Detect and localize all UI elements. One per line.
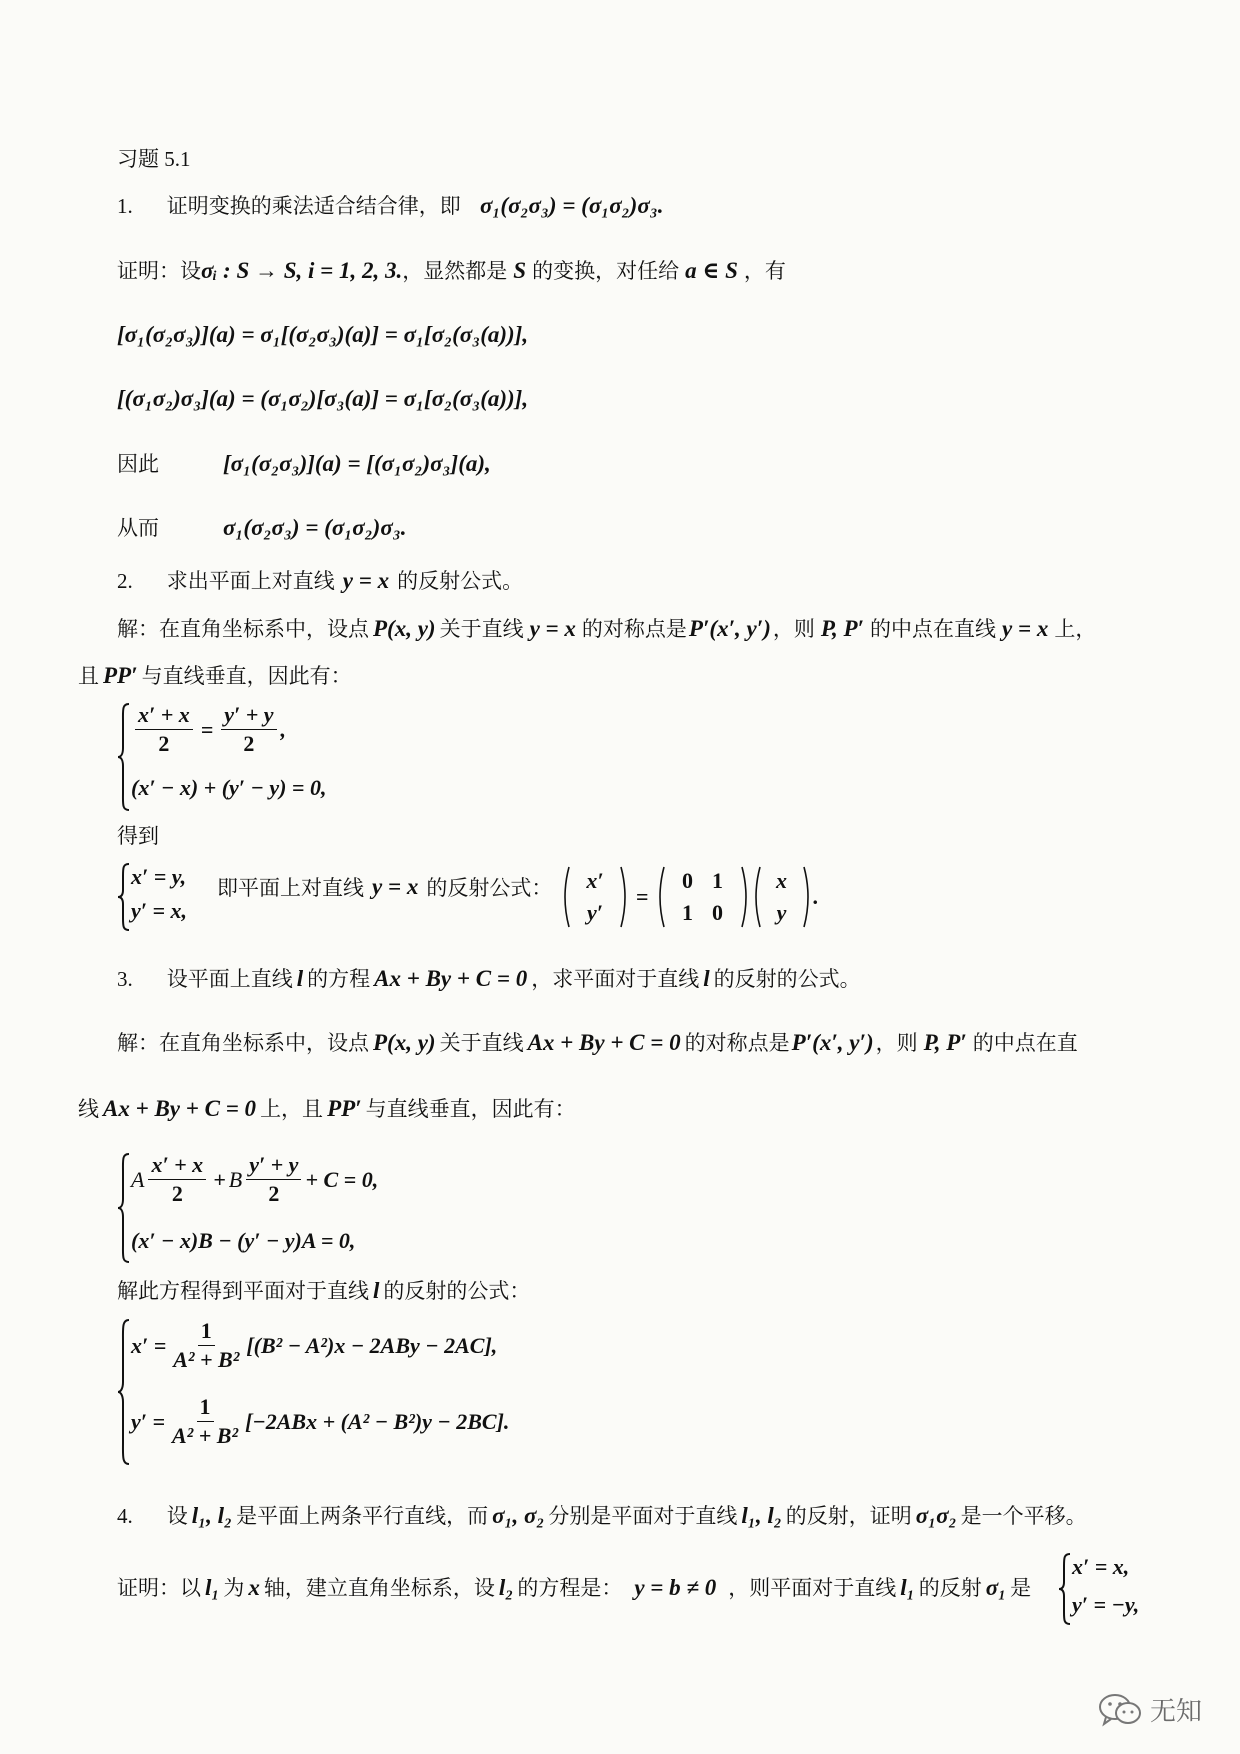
text: 的反射，证明 xyxy=(785,1504,912,1528)
vector-entry: y xyxy=(776,900,787,925)
text: 证明：设 xyxy=(117,259,201,283)
problem-3-solve-line xyxy=(117,1275,530,1305)
formula: l₁, l₂ xyxy=(741,1503,782,1528)
formula: l xyxy=(703,966,710,991)
system-row xyxy=(131,1318,497,1373)
left-brace-icon xyxy=(117,862,131,932)
text: 解此方程得到平面对于直线 xyxy=(117,1279,369,1303)
text: ，求平面对于直线 xyxy=(531,967,700,991)
formula: l₁ xyxy=(900,1575,915,1600)
text: ，则 xyxy=(772,617,815,641)
formula: σ₁σ₂ xyxy=(915,1503,957,1528)
left-paren-icon xyxy=(560,866,570,928)
left-brace-icon xyxy=(1058,1552,1072,1626)
formula: l₁ xyxy=(205,1575,220,1600)
text: 的中点在直 xyxy=(972,1031,1078,1055)
right-paren-icon xyxy=(741,866,751,928)
text: 的对称点是 xyxy=(684,1031,790,1055)
formula: P(x, y) xyxy=(373,616,436,641)
equation-line-2: [(σ₁σ₂)σ₃](a) = (σ₁σ₂)[σ₃(a)] = σ₁[σ₂(σ₃(a))], xyxy=(117,386,529,411)
denominator: 2 xyxy=(243,731,255,756)
matrix-equation: x′ y′ = 0 1 1 0 x y . xyxy=(560,862,818,932)
problem-text: 证明变换的乘法适合结合律，即 xyxy=(166,194,461,218)
reflection-formula-system xyxy=(117,1318,777,1466)
text: B xyxy=(228,1166,243,1192)
numerator: y′ + y xyxy=(246,1152,301,1180)
problem-number: 1. xyxy=(117,194,133,218)
text: 与直线垂直，因此有： xyxy=(141,664,352,688)
problem-number: 2. xyxy=(117,569,133,593)
formula: σ₁(σ₂σ₃) = (σ₁σ₂)σ₃. xyxy=(223,515,407,540)
text: [(B² − A²)x − 2ABy − 2AC], xyxy=(246,1332,498,1358)
denominator: A² + B² xyxy=(173,1347,240,1372)
numerator: 1 xyxy=(197,1394,214,1422)
text: 设平面上直线 xyxy=(166,967,293,991)
formula: P, P′ xyxy=(820,616,864,641)
text: 的对称点是 xyxy=(581,617,687,641)
formula: x xyxy=(248,1575,260,1600)
formula: PP′ xyxy=(327,1096,362,1121)
left-paren-icon xyxy=(655,866,665,928)
therefore-line xyxy=(117,448,491,478)
numerator: y′ + y xyxy=(221,702,276,730)
hence-line xyxy=(117,512,407,542)
watermark xyxy=(1098,1691,1202,1728)
formula: Ax + By + C = 0 xyxy=(527,1030,681,1055)
wechat-icon xyxy=(1098,1693,1142,1727)
system-row: x′ = x, xyxy=(1072,1554,1130,1579)
denominator: A² + B² xyxy=(172,1423,239,1448)
problem-number: 4. xyxy=(117,1504,133,1528)
system-row xyxy=(131,1394,509,1449)
text: . xyxy=(812,884,819,909)
text: 且 xyxy=(78,664,99,688)
formula: a ∈ S xyxy=(685,258,738,283)
formula: y = x xyxy=(342,568,390,593)
formula: σᵢ : S → S, i = 1, 2, 3. xyxy=(201,258,403,283)
text: 关于直线 xyxy=(439,617,524,641)
text: 线 xyxy=(78,1097,99,1121)
formula: P′(x′, y′) xyxy=(688,616,771,641)
text: 是 xyxy=(1010,1576,1032,1600)
text: 的方程 xyxy=(307,967,371,991)
text: 即平面上对直线 xyxy=(217,876,364,900)
text: [−2ABx + (A² − B²)y − 2BC]. xyxy=(245,1408,510,1434)
fraction xyxy=(221,702,276,757)
formula: P′(x′, y′) xyxy=(791,1030,874,1055)
problem-2-solution-line-2 xyxy=(78,660,352,690)
formula: σ₁(σ₂σ₃) = (σ₁σ₂)σ₃. xyxy=(480,193,664,218)
column-vector xyxy=(751,866,813,928)
formula: P(x, y) xyxy=(373,1030,436,1055)
system-row: y′ = −y, xyxy=(1072,1592,1140,1617)
text: 的反射公式。 xyxy=(397,569,524,593)
formula: σ₁ xyxy=(985,1575,1007,1600)
text: 是平面上两条平行直线，而 xyxy=(236,1504,489,1528)
left-brace-icon xyxy=(117,1152,131,1264)
formula: Ax + By + C = 0 xyxy=(103,1096,257,1121)
problem-number: 3. xyxy=(117,967,133,991)
formula: l₂ xyxy=(498,1575,514,1600)
denominator: 2 xyxy=(171,1181,183,1206)
system-row: (x′ − x) + (y′ − y) = 0, xyxy=(131,775,327,800)
problem-1-statement xyxy=(117,190,664,220)
right-paren-icon xyxy=(620,866,630,928)
system-row: A $\frac{x' + x}{2}$ + B $\frac{y' + y}{2}$ + C = 0, xyxy=(131,1152,379,1206)
problem-2-statement xyxy=(117,565,523,595)
problem-4-statement xyxy=(117,1500,1087,1530)
numerator: x′ + x xyxy=(135,702,193,730)
text: 因此 xyxy=(117,452,159,476)
problem-1-proof-intro xyxy=(117,255,786,285)
formula: σ₁, σ₂ xyxy=(492,1503,545,1528)
problem-3-solution-line-2 xyxy=(78,1093,576,1123)
formula: y = b ≠ 0 xyxy=(634,1575,717,1600)
fraction xyxy=(170,1318,242,1373)
fraction xyxy=(169,1394,241,1449)
matrix xyxy=(655,866,751,928)
problem-2-solution-line-1 xyxy=(117,613,1096,643)
text: ，则平面对于直线 xyxy=(728,1576,897,1600)
text: 上，且 xyxy=(260,1097,324,1121)
numerator: x′ + x xyxy=(148,1152,206,1180)
watermark-text: 无知 xyxy=(1149,1697,1202,1727)
equation-line-1: [σ₁(σ₂σ₃)](a) = σ₁[(σ₂σ₃)(a)] = σ₁[σ₂(σ₃(a))], xyxy=(117,322,529,347)
text: ，则 xyxy=(875,1031,918,1055)
text: 的方程是： xyxy=(517,1576,623,1600)
left-brace-icon xyxy=(117,702,131,812)
text: 的中点在直线 xyxy=(870,617,996,641)
text: 解：在直角坐标系中，设点 xyxy=(117,617,369,641)
text: A xyxy=(131,1166,145,1192)
denominator: 2 xyxy=(158,731,170,756)
text: 求出平面上对直线 xyxy=(166,569,335,593)
text: 的反射的公式。 xyxy=(713,967,861,991)
column-vector xyxy=(560,866,630,928)
formula: y = x xyxy=(372,874,419,899)
formula: y = x xyxy=(1002,616,1049,641)
formula: S xyxy=(513,258,527,283)
text: 的变换，对任给 xyxy=(532,259,680,283)
fraction xyxy=(148,1152,206,1207)
text: 解：在直角坐标系中，设点 xyxy=(117,1031,369,1055)
text: 关于直线 xyxy=(439,1031,524,1055)
got-label: 得到 xyxy=(117,824,159,848)
system-row: $\frac{x' + x}{2}$ = $\frac{y' + y}{2}$ , xyxy=(131,702,286,757)
text: x′ = xyxy=(131,1332,167,1358)
text: 上， xyxy=(1054,617,1097,641)
text: 分别是平面对于直线 xyxy=(548,1504,738,1528)
text: 从而 xyxy=(117,516,159,540)
formula: P, P′ xyxy=(923,1030,967,1055)
fraction xyxy=(135,702,193,757)
text: ，显然都是 xyxy=(402,259,508,283)
text: ，有 xyxy=(743,259,786,283)
text: 轴，建立直角坐标系，设 xyxy=(263,1576,495,1600)
denominator: 2 xyxy=(268,1181,280,1206)
system-row: y′ = x, xyxy=(131,898,187,923)
text: 的反射的公式： xyxy=(383,1279,531,1303)
formula: y = x xyxy=(529,616,576,641)
text: y′ = xyxy=(131,1408,165,1434)
system-row: (x′ − x)B − (y′ − y)A = 0, xyxy=(131,1228,356,1253)
vector-entry: x′ xyxy=(586,868,604,893)
equation-system-2 xyxy=(117,1152,637,1264)
formula: Ax + By + C = 0 xyxy=(374,966,528,991)
sigma1-reflection-system xyxy=(1058,1552,1198,1626)
formula: l xyxy=(296,966,304,991)
matrix-entry: 1 xyxy=(682,900,694,925)
text: 是一个平移。 xyxy=(960,1504,1087,1528)
vector-entry: y′ xyxy=(587,900,603,925)
formula: l xyxy=(373,1278,380,1303)
reflection-result xyxy=(117,862,837,932)
matrix-entry: 1 xyxy=(712,868,724,893)
formula: [σ₁(σ₂σ₃)](a) = [(σ₁σ₂)σ₃](a), xyxy=(223,451,491,476)
vector-entry: x xyxy=(776,868,788,893)
system-row: x′ = y, xyxy=(131,864,187,889)
matrix-formula-line xyxy=(217,872,552,902)
problem-4-proof xyxy=(117,1572,1031,1602)
text: + C = 0, xyxy=(305,1166,379,1192)
formula: l₁, l₂ xyxy=(191,1503,233,1528)
numerator: 1 xyxy=(198,1318,215,1346)
text: 的反射 xyxy=(918,1576,982,1600)
left-brace-icon xyxy=(117,1318,131,1466)
text: 证明：以 xyxy=(117,1576,201,1600)
left-paren-icon xyxy=(751,866,761,928)
formula: PP′ xyxy=(103,663,138,688)
text: 的反射公式： xyxy=(426,876,553,900)
equation-system-1 xyxy=(117,702,517,812)
matrix-entry: 0 xyxy=(712,900,724,925)
text: 与直线垂直，因此有： xyxy=(365,1097,576,1121)
text: , xyxy=(280,716,287,742)
text: 为 xyxy=(223,1576,245,1600)
problem-3-statement xyxy=(117,963,861,993)
right-paren-icon xyxy=(803,866,813,928)
text: 设 xyxy=(166,1504,188,1528)
problem-3-solution-line-1 xyxy=(117,1027,1078,1057)
exercise-heading: 习题 5.1 xyxy=(117,147,191,171)
fraction xyxy=(246,1152,301,1207)
matrix-entry: 0 xyxy=(682,868,694,893)
